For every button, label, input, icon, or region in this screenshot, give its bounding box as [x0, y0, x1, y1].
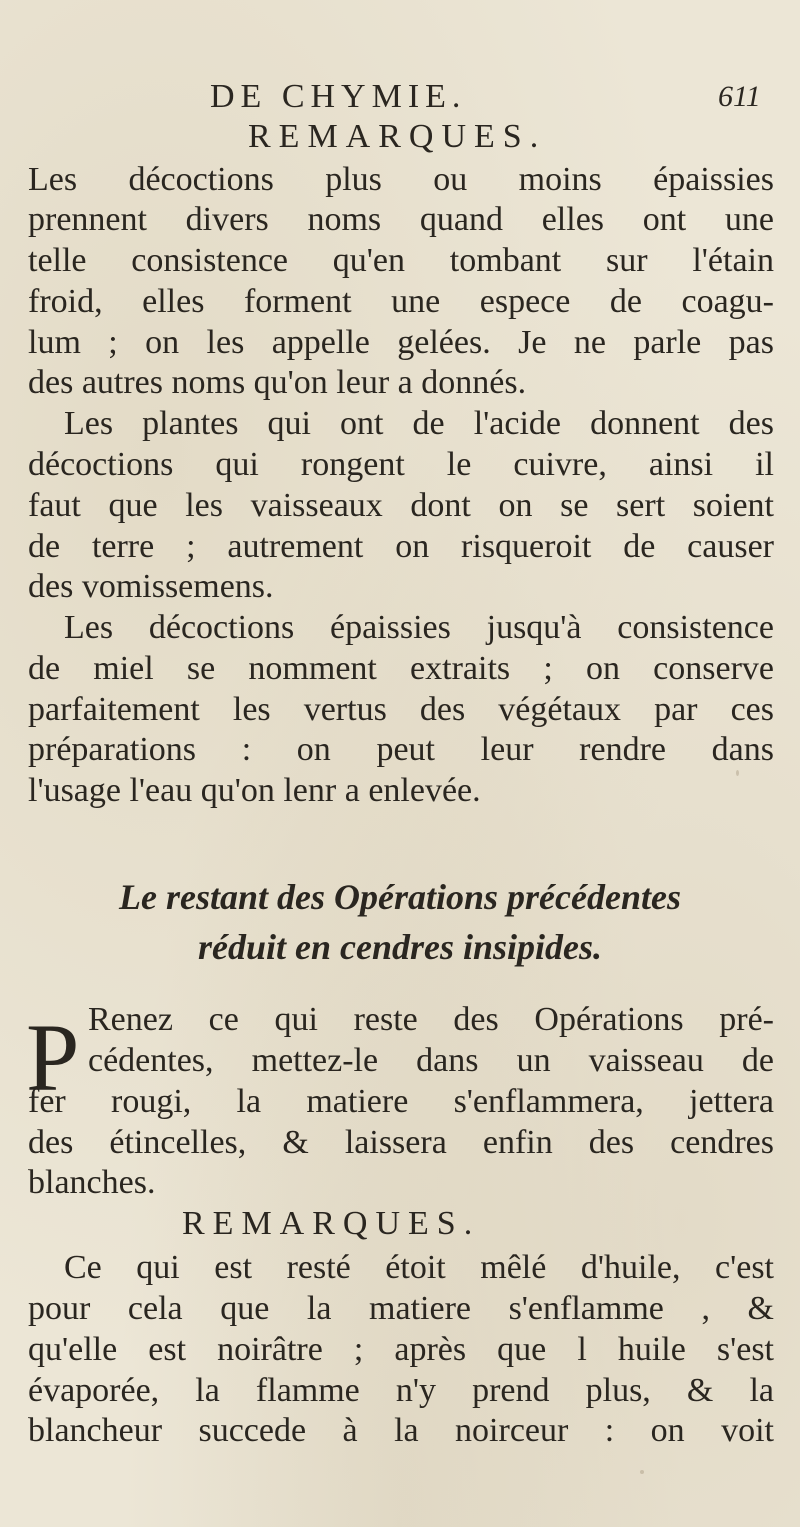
section-title-line-2: réduit en cendres insipides.	[197, 927, 602, 967]
text-line: telle consistence qu'en tombant sur l'étain	[28, 242, 774, 279]
text-line: décoctions qui rongent le cuivre, ainsi il	[28, 446, 774, 483]
text-line: préparations : on peut leur rendre dans	[28, 731, 774, 768]
running-head	[0, 78, 800, 118]
text-line: lum ; on les appelle gelées. Je ne parle pas	[28, 324, 774, 361]
text-line: Les décoctions plus ou moins épaissies	[28, 161, 774, 198]
text-line: fer rougi, la matiere s'enflammera, jettera	[28, 1083, 774, 1120]
text-line: des autres noms qu'on leur a donnés.	[28, 364, 527, 401]
running-title: DE CHYMIE.	[210, 78, 467, 115]
text-line: froid, elles forment une espece de coagu-	[28, 283, 774, 320]
paper-speck	[640, 1470, 644, 1474]
drop-cap: P	[26, 1004, 80, 1111]
text-line: l'usage l'eau qu'on lenr a enlevée.	[28, 772, 481, 809]
text-line: blanches.	[28, 1164, 156, 1201]
text-line: parfaitement les vertus des végétaux par ces	[28, 691, 774, 728]
section-title-line-1: Le restant des Opérations précédentes	[119, 877, 681, 917]
text-line: Ce qui est resté étoit mêlé d'huile, c'est	[64, 1249, 774, 1286]
text-line: des vomissemens.	[28, 568, 274, 605]
text-line: faut que les vaisseaux dont on se sert soient	[28, 487, 774, 524]
text-line: évaporée, la flamme n'y prend plus, & la	[28, 1372, 774, 1409]
text-line: Les plantes qui ont de l'acide donnent des	[64, 405, 774, 442]
text-line: cédentes, mettez-le dans un vaisseau de	[88, 1042, 774, 1079]
section-heading-remarques: REMARQUES.	[248, 118, 547, 155]
text-line: Les décoctions épaissies jusqu'à consistence	[64, 609, 774, 646]
text-line: pour cela que la matiere s'enflamme , &	[28, 1290, 774, 1327]
section-heading-remarques: REMARQUES.	[182, 1205, 481, 1242]
text-line: des étincelles, & laissera enfin des cendres	[28, 1124, 774, 1161]
text-line: prennent divers noms quand elles ont une	[28, 201, 774, 238]
text-line: de terre ; autrement on risqueroit de causer	[28, 528, 774, 565]
paper-speck	[736, 770, 739, 776]
text-line: blancheur succede à la noirceur : on voit	[28, 1412, 774, 1449]
text-line: Renez ce qui reste des Opérations pré-	[88, 1001, 774, 1038]
page-number: 611	[718, 80, 761, 113]
text-line: de miel se nomment extraits ; on conserve	[28, 650, 774, 687]
text-line: qu'elle est noirâtre ; après que l huile s'est	[28, 1331, 774, 1368]
